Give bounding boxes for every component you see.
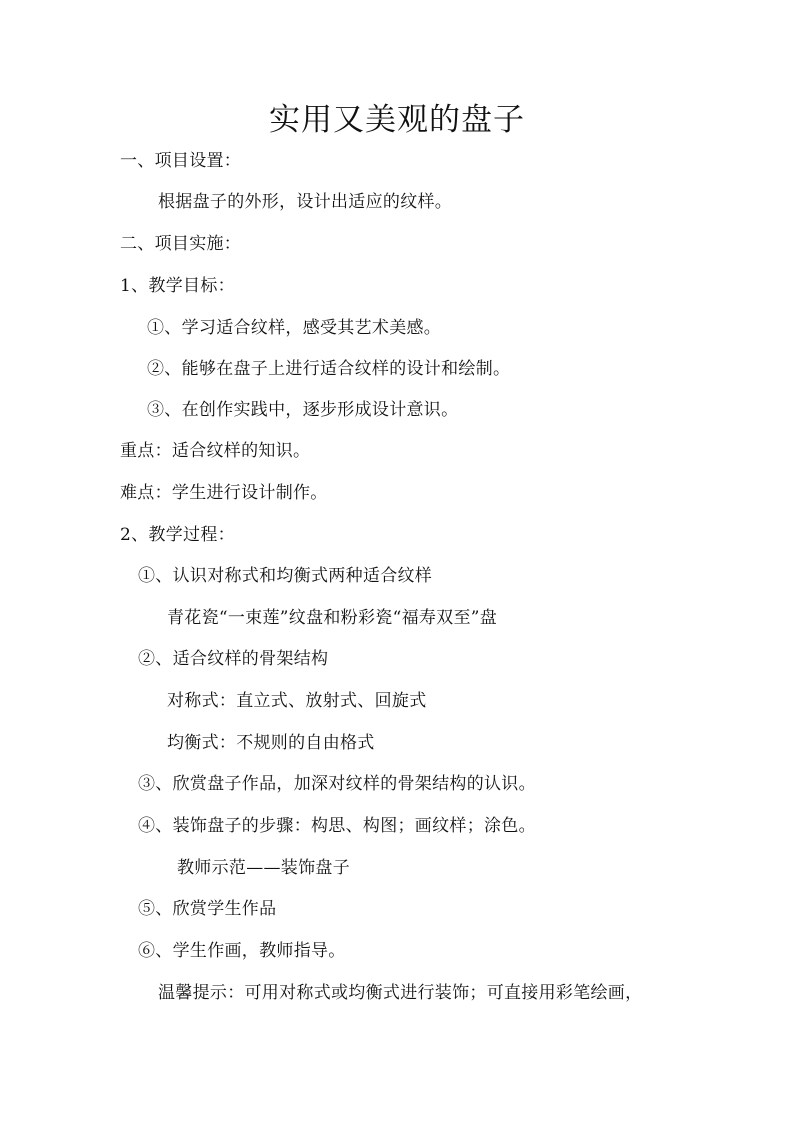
section-heading-project-implementation: 二、项目实施： (120, 234, 242, 254)
paragraph-line: 青花瓷“一束莲”纹盘和粉彩瓷“福寿双至”盘 (167, 608, 498, 628)
paragraph-line: 教师示范——装饰盘子 (177, 858, 350, 878)
list-item: ⑤、欣赏学生作品 (138, 899, 277, 919)
section-heading-project-setting: 一、项目设置： (120, 151, 242, 171)
paragraph-line: 根据盘子的外形，设计出适应的纹样。 (158, 192, 453, 212)
subsection-heading-teaching-process: 2、教学过程： (120, 525, 235, 545)
list-item: ②、适合纹样的骨架结构 (138, 649, 329, 669)
list-item: ③、在创作实践中，逐步形成设计意识。 (147, 400, 459, 420)
difficulty-line: 难点：学生进行设计制作。 (120, 483, 328, 503)
list-item: ③、欣赏盘子作品，加深对纹样的骨架结构的认识。 (138, 774, 536, 794)
paragraph-line: 均衡式：不规则的自由格式 (167, 733, 375, 753)
paragraph-line: 对称式：直立式、放射式、回旋式 (167, 691, 427, 711)
list-item: ⑥、学生作画，教师指导。 (138, 941, 346, 961)
subsection-heading-teaching-goals: 1、教学目标： (120, 276, 235, 296)
list-item: ①、学习适合纹样，感受其艺术美感。 (147, 318, 442, 338)
document-title: 实用又美观的盘子 (269, 102, 525, 138)
list-item: ①、认识对称式和均衡式两种适合纹样 (138, 566, 433, 586)
list-item: ④、装饰盘子的步骤：构思、构图；画纹样；涂色。 (138, 816, 536, 836)
list-item: ②、能够在盘子上进行适合纹样的设计和绘制。 (147, 359, 511, 379)
tip-line: 温馨提示：可用对称式或均衡式进行装饰；可直接用彩笔绘画， (158, 983, 643, 1003)
key-point-line: 重点：适合纹样的知识。 (120, 441, 311, 461)
